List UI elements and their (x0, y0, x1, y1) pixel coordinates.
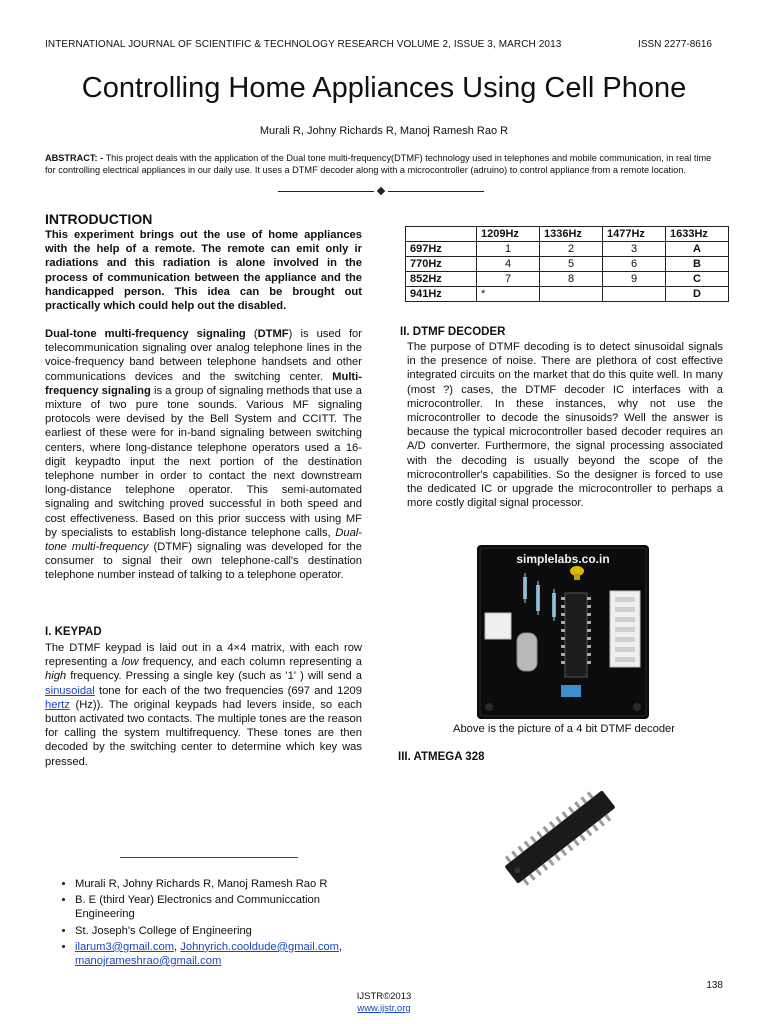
table-cell (603, 287, 666, 302)
authors: Murali R, Johny Richards R, Manoj Ramesh Rao R (259, 125, 509, 137)
table-header-cell: 1477Hz (603, 227, 666, 242)
email-link[interactable]: manojrameshrao@gmail.com (75, 955, 222, 968)
table-cell: 852Hz (406, 272, 477, 287)
dtmf-decoder-paragraph: The purpose of DTMF decoding is to detect sinusoidal signals in the presence of noise. There are plethora of cost effective integrated circuits on the market that do this quite well. In many (most ?) cases, the DTMF decoder IC interfaces with a microcontroller. In these instances, why not use the microcontroller to decode the sinusoids? Well the answer is because the typical microcontroller based decoder requires an A/D converter. Furthermore, the signal processing associated with the decoding is usually beyond the scope of the microcontroller's capabilities. So the designer is forced to use the dedicated IC or upgrade the microcontroller to perhaps a more costly digital signal processor. (407, 341, 723, 510)
hertz-link[interactable]: hertz (45, 698, 70, 711)
table-row (406, 287, 729, 302)
table-row (406, 272, 729, 287)
table-row (406, 257, 729, 272)
table-cell: D (666, 287, 729, 302)
section-separator (278, 186, 490, 197)
term-dtmf-signaling: Dual-tone multi-frequency signaling (45, 328, 246, 340)
table-header-row (406, 227, 729, 242)
table-cell: 9 (603, 272, 666, 287)
footnote-item: • Murali R, Johny Richards R, Manoj Ramesh Rao R (75, 877, 365, 891)
journal-header: INTERNATIONAL JOURNAL OF SCIENTIFIC & TECHNOLOGY RESEARCH VOLUME 2, ISSUE 3, MARCH 2013 (45, 39, 562, 50)
table-cell: 6 (603, 257, 666, 272)
introduction-heading: INTRODUCTION (45, 211, 153, 227)
table-cell (540, 287, 603, 302)
paper-title: Controlling Home Appliances Using Cell Phone (81, 72, 687, 104)
dtmf-paragraph: Dual-tone multi-frequency signaling (DTMF) is used for telecommunication signaling over analog telephone lines in the voice-frequency band between telephone handsets and other communications devices and the switching center. Multi-frequency signaling is a group of signaling methods that use a mixture of two pure tone sounds. Various MF signaling protocols were devised by the Bell System and CCITT. The earliest of these were for in-band signaling between switching centers, where long-distance telephone operators used a 16-digit keypadto input the next portion of the destination telephone number in order to contact the next downstream long-distance telephone operator. This semi-automated signaling and switching proved successful in both speed and cost effectiveness. Based on this prior success with using MF by specialists to establish long-distance telephone calls, Dual-tone multi-frequency (DTMF) signaling was developed for the consumer to signal their own telephone-call's destination telephone number instead of talking to a telephone operator. (45, 328, 362, 582)
abstract (45, 152, 723, 176)
footer-website-link[interactable]: www.ijstr.org (357, 1003, 411, 1014)
footnote-item: • St. Joseph's College of Engineering (75, 924, 365, 938)
diamond-icon (377, 187, 385, 195)
board-label: simplelabs.co.in (516, 552, 610, 566)
term-dual-tone: Dual-tone multi-frequency (45, 526, 362, 554)
keypad-paragraph: The DTMF keypad is laid out in a 4×4 matrix, with each row representing a low frequency, and each column representing a high frequency. Pressing a single key (such as '1' ) will send a sinusoidal tone for each of the two frequencies (697 and 1209 hertz (Hz)). The original keypads had levers inside, so each button activated two contacts. The multiple tones are the reason for calling the system multifrequency. These tones are then decoded by the switching center to determine which key was pressed. (45, 642, 362, 768)
atmega328-chip-image (495, 776, 625, 898)
page-footer (0, 991, 768, 1015)
footnote-item: • B. E (third Year) Electronics and Communiccation Engineering (75, 893, 365, 921)
atmega-heading: III. ATMEGA 328 (398, 751, 485, 763)
table-cell: 697Hz (406, 242, 477, 257)
dtmf-decoder-board-image (477, 545, 649, 719)
figure-caption: Above is the picture of a 4 bit DTMF decoder (453, 723, 675, 735)
table-cell: 4 (477, 257, 540, 272)
table-cell: 7 (477, 272, 540, 287)
abstract-label: ABSTRACT: - (45, 153, 104, 163)
table-cell: 770Hz (406, 257, 477, 272)
email-link[interactable]: ilarum3@gmail.com (75, 940, 175, 953)
term-dtmf: DTMF (257, 328, 289, 340)
table-cell: 3 (603, 242, 666, 257)
footnote-divider (120, 857, 298, 858)
introduction-bold-text: This experiment brings out the use of home appliances with the help of a remote. The remote can emit only ir radiations and this radiation is alone involved in the process of communication between the appliance and the handicapped person. This idea can be brought out practically which could help out the disabled. (45, 229, 362, 313)
sinusoidal-link[interactable]: sinusoidal (45, 684, 95, 697)
table-header-cell: 1633Hz (666, 227, 729, 242)
author-footnotes (55, 877, 365, 970)
footnote-emails: • ilarum3@gmail.com, Johnyrich.cooldude@gmail.com, manojrameshrao@gmail.com (75, 940, 365, 968)
table-cell: A (666, 242, 729, 257)
term-mf-signaling: Multi-frequency signaling (45, 370, 362, 397)
dtmf-decoder-heading: II. DTMF DECODER (400, 326, 506, 338)
table-cell: 1 (477, 242, 540, 257)
dtmf-frequency-table (405, 226, 729, 302)
email-link[interactable]: Johnyrich.cooldude@gmail.com (180, 940, 339, 953)
issn: ISSN 2277-8616 (638, 39, 712, 50)
table-cell: 2 (540, 242, 603, 257)
table-header-cell (406, 227, 477, 242)
table-cell: * (477, 287, 540, 302)
table-cell: 8 (540, 272, 603, 287)
footer-copyright: IJSTR©2013 (356, 991, 412, 1002)
table-cell: 5 (540, 257, 603, 272)
table-header-cell: 1209Hz (477, 227, 540, 242)
page-number: 138 (706, 980, 723, 991)
table-cell: 941Hz (406, 287, 477, 302)
abstract-text: This project deals with the application of the Dual tone multi-frequency(DTMF) technology used in telephones and mobile communication, in real time for controlling electrical appliances in our daily use. It uses a DTMF decoder along with a microcontroller (adruino) to control appliance from a remote location. (45, 153, 712, 175)
table-row (406, 242, 729, 257)
keypad-heading: I. KEYPAD (45, 626, 102, 638)
table-cell: C (666, 272, 729, 287)
table-cell: B (666, 257, 729, 272)
table-header-cell: 1336Hz (540, 227, 603, 242)
